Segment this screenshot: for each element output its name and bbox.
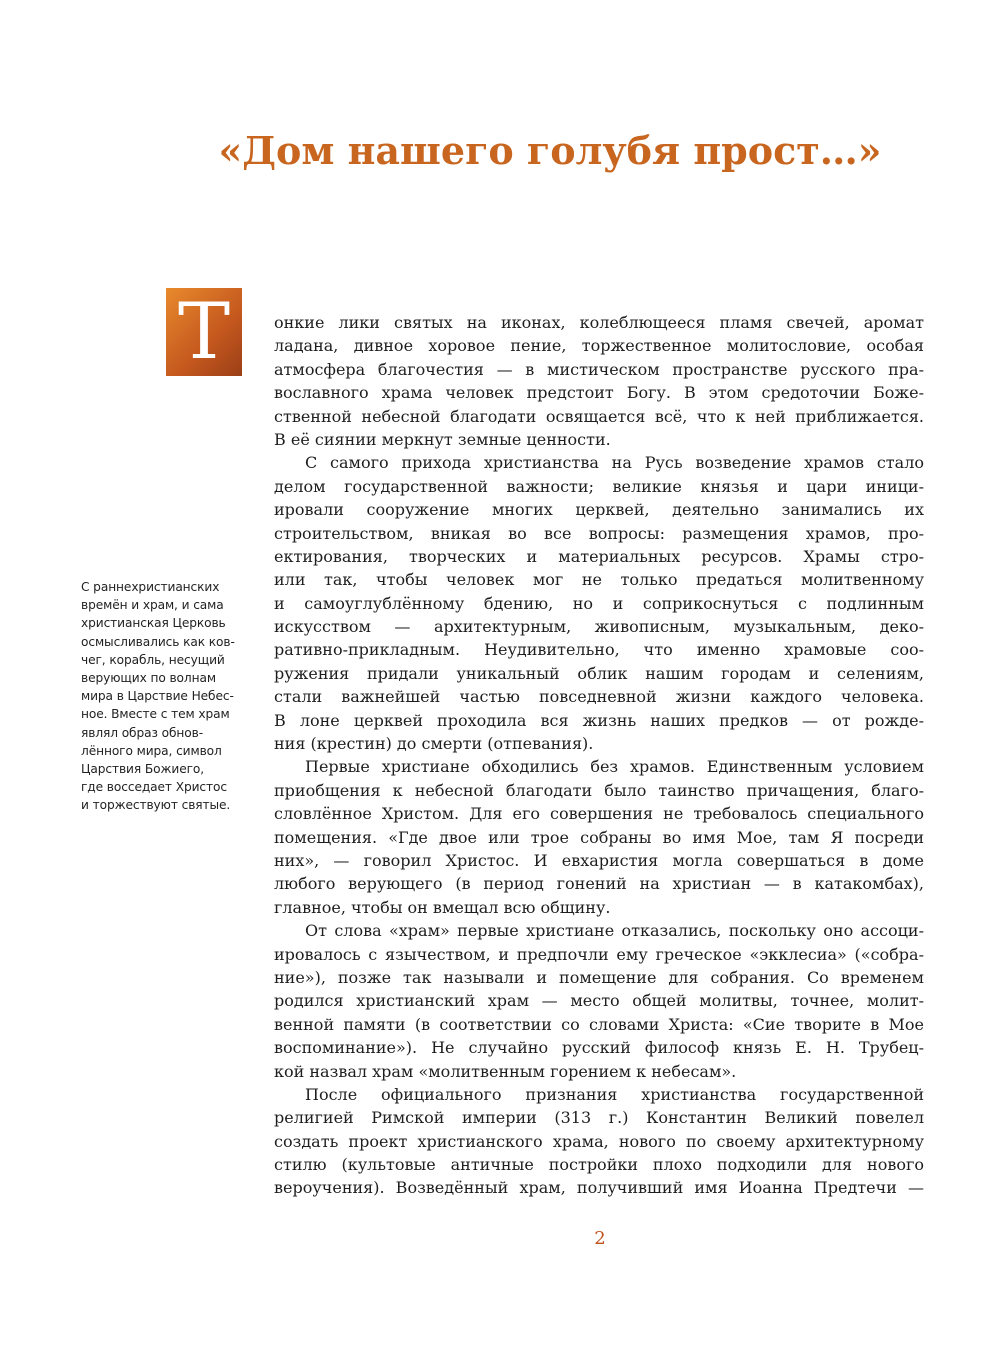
margin-note-line: верующих по волнам	[81, 671, 216, 686]
body-line: строительством, вникая во все вопросы: размещения храмов, про-	[274, 523, 924, 543]
body-line: вероучения). Возведённый храм, получивший имя Иоанна Предтечи —	[274, 1178, 924, 1198]
body-line: религией Римской империи (313 г.) Константин Великий повелел	[274, 1108, 924, 1128]
article-body	[274, 311, 924, 1200]
margin-note-line: ное. Вместе с тем храм	[81, 707, 230, 722]
body-line: После официального признания христианства государственной	[305, 1084, 924, 1104]
margin-note-line: осмысливались как ков-	[81, 634, 235, 649]
body-line: них», — говорил Христос. И евхаристия могла совершаться в доме	[274, 850, 924, 870]
body-line: кой назвал храм «молитвенным горением к небесам».	[274, 1061, 737, 1081]
body-line: и самоуглублённому бдению, но и соприкоснуться с подлинным	[274, 593, 924, 613]
body-line: Первые христиане обходились без храмов. Единственным условием	[305, 757, 924, 777]
margin-note-line: С раннехристианских	[81, 580, 220, 594]
body-line: главное, чтобы он вмещал всю общину.	[274, 897, 611, 917]
drop-cap: Т	[166, 288, 242, 376]
body-line: стилю (культовые античные постройки плохо подходили для нового	[274, 1155, 924, 1175]
body-line: ственной небесной благодати освящается всё, что к ней приближается.	[274, 406, 924, 426]
margin-note-line: христианская Церковь	[81, 616, 226, 631]
margin-note-line: и торжествуют святые.	[81, 798, 231, 813]
margin-note-line: чег, корабль, несущий	[81, 652, 225, 667]
body-line: ративно-прикладным. Неудивительно, что именно храмовые соо-	[274, 640, 924, 660]
margin-note	[81, 578, 246, 815]
body-line: От слова «храм» первые христиане отказались, поскольку оно ассоци-	[305, 921, 924, 941]
body-line: С самого прихода христианства на Русь возведение храмов стало	[305, 453, 924, 473]
body-line: словлённое Христом. Для его совершения не требовалось специального	[274, 804, 924, 824]
page-title: «Дом нашего голубя прост…»	[218, 128, 882, 173]
body-line: стали важнейшей частью повседневной жизни каждого человека.	[274, 687, 924, 707]
body-line: ектирования, творческих и материальных ресурсов. Храмы стро-	[274, 546, 924, 566]
margin-note-line: времён и храм, и сама	[81, 598, 224, 613]
page-number: 2	[594, 1228, 606, 1249]
body-line: венной памяти (в соответствии со словами Христа: «Сие творите в Мое	[274, 1014, 924, 1034]
body-line: ружения придали уникальный облик нашим городам и селениям,	[274, 663, 924, 683]
body-line: искусством — архитектурным, живописным, музыкальным, деко-	[274, 617, 924, 637]
body-line: ния (крестин) до смерти (отпевания).	[274, 734, 594, 754]
body-line: атмосфера благочестия — в мистическом пространстве русского пра-	[274, 359, 924, 379]
body-line: родился христианский храм — место общей молитвы, точнее, молит-	[274, 991, 924, 1011]
body-line: воспоминание»). Не случайно русский философ князь Е. Н. Трубец-	[274, 1038, 924, 1058]
body-line: ировалось с язычеством, и предпочли ему греческое «экклесиа» («собра-	[274, 944, 924, 964]
body-line: приобщения к небесной благодати было таинство причащения, благо-	[274, 780, 924, 800]
body-line: ние»), позже так называли и помещение для собрания. Со временем	[274, 967, 924, 987]
body-line: помещения. «Где двое или трое собраны во имя Мое, там Я посреди	[274, 827, 924, 847]
body-line: онкие лики святых на иконах, колеблющееся пламя свечей, аромат	[274, 313, 924, 332]
body-line: В её сиянии меркнут земные ценности.	[274, 429, 611, 449]
body-line: ировали сооружение многих церквей, деятельно занимались их	[274, 500, 924, 520]
margin-note-line: являл образ обнов-	[81, 725, 204, 740]
body-line: или так, чтобы человек мог не только предаться молитвенному	[274, 570, 924, 590]
margin-note-line: лённого мира, символ	[81, 743, 222, 758]
margin-note-line: где восседает Христос	[81, 780, 227, 795]
body-line: ладана, дивное хоровое пение, торжественное молитословие, особая	[274, 336, 924, 356]
margin-note-line: Царствия Божиего,	[81, 762, 205, 777]
body-line: создать проект христианского храма, нового по своему архитектурному	[274, 1131, 924, 1151]
margin-note-line: мира в Царствие Небес-	[81, 689, 234, 704]
body-line: делом государственной важности; великие князья и цари иници-	[274, 476, 924, 496]
body-line: любого верующего (в период гонений на христиан — в катакомбах),	[274, 874, 924, 894]
body-line: вославного храма человек предстоит Богу. В этом средоточии Боже-	[274, 383, 924, 403]
body-line: В лоне церквей проходила вся жизнь наших предков — от рожде-	[274, 710, 924, 730]
